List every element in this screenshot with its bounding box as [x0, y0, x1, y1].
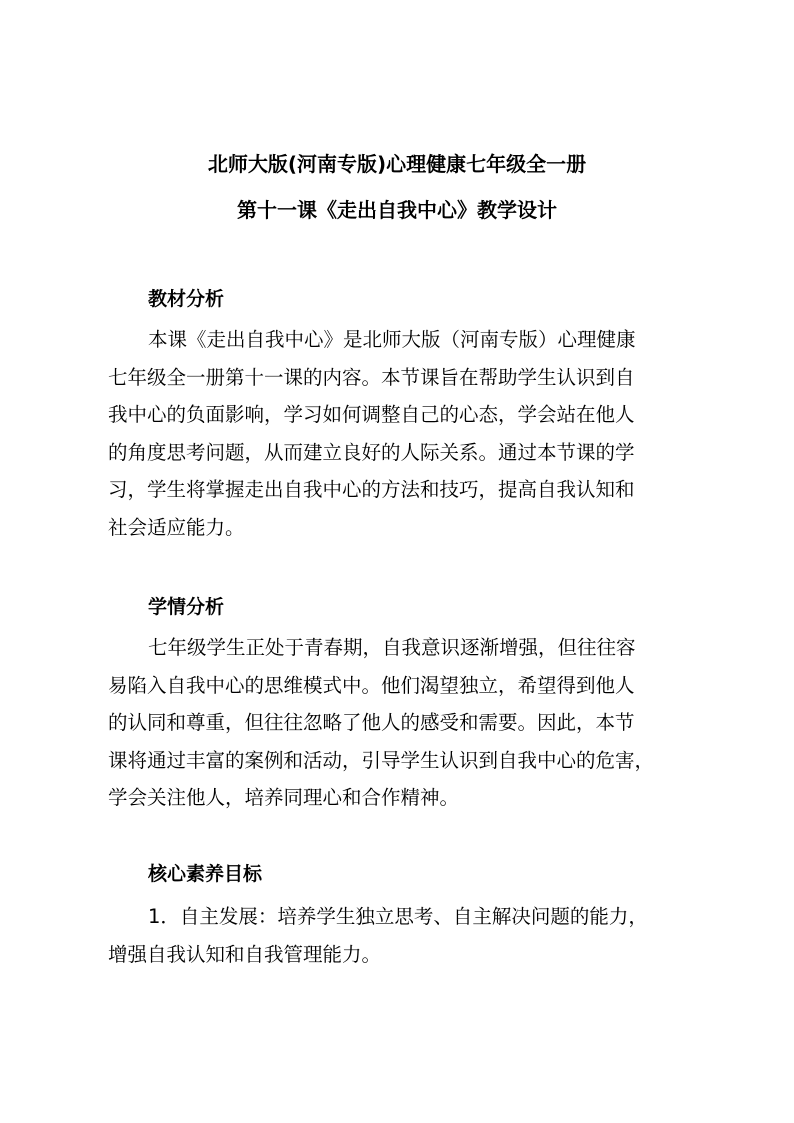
paragraph-line: 增强自我认知和自我管理能力。 [108, 942, 382, 966]
paragraph-line: 七年级学生正处于青春期，自我意识逐渐增强，但往往容 [148, 636, 636, 659]
section-heading: 核心素养目标 [148, 863, 263, 885]
document-title-line-1: 北师大版(河南专版)心理健康七年级全一册 [207, 152, 587, 176]
paragraph-line: 本课《走出自我中心》是北师大版（河南专版）心理健康 [148, 328, 636, 351]
paragraph-line: 我中心的负面影响，学习如何调整自己的心态，学会站在他人 [108, 403, 635, 426]
paragraph-line: 社会适应能力。 [108, 515, 245, 539]
paragraph-line: 1．自主发展：培养学生独立思考、自主解决问题的能力， [148, 905, 648, 928]
section-heading: 学情分析 [148, 596, 225, 618]
section-paragraph [108, 321, 708, 546]
paragraph-line: 的认同和尊重，但往往忽略了他人的感受和需要。因此，本节 [108, 711, 635, 734]
document-title-line-2: 第十一课《走出自我中心》教学设计 [237, 198, 557, 222]
paragraph-line: 七年级全一册第十一课的内容。本节课旨在帮助学生认识到自 [108, 365, 635, 389]
paragraph-line: 课将通过丰富的案例和活动，引导学生认识到自我中心的危害， [108, 748, 655, 772]
section-heading: 教材分析 [148, 288, 225, 310]
section-paragraph [108, 629, 708, 817]
paragraph-line: 学会关注他人，培养同理心和合作精神。 [108, 786, 460, 809]
paragraph-line: 习，学生将掌握走出自我中心的方法和技巧，提高自我认知和 [108, 478, 635, 501]
paragraph-line: 易陷入自我中心的思维模式中。他们渴望独立，希望得到他人 [108, 673, 635, 697]
section-paragraph [108, 898, 708, 973]
paragraph-line: 的角度思考问题，从而建立良好的人际关系。通过本节课的学 [108, 440, 635, 464]
